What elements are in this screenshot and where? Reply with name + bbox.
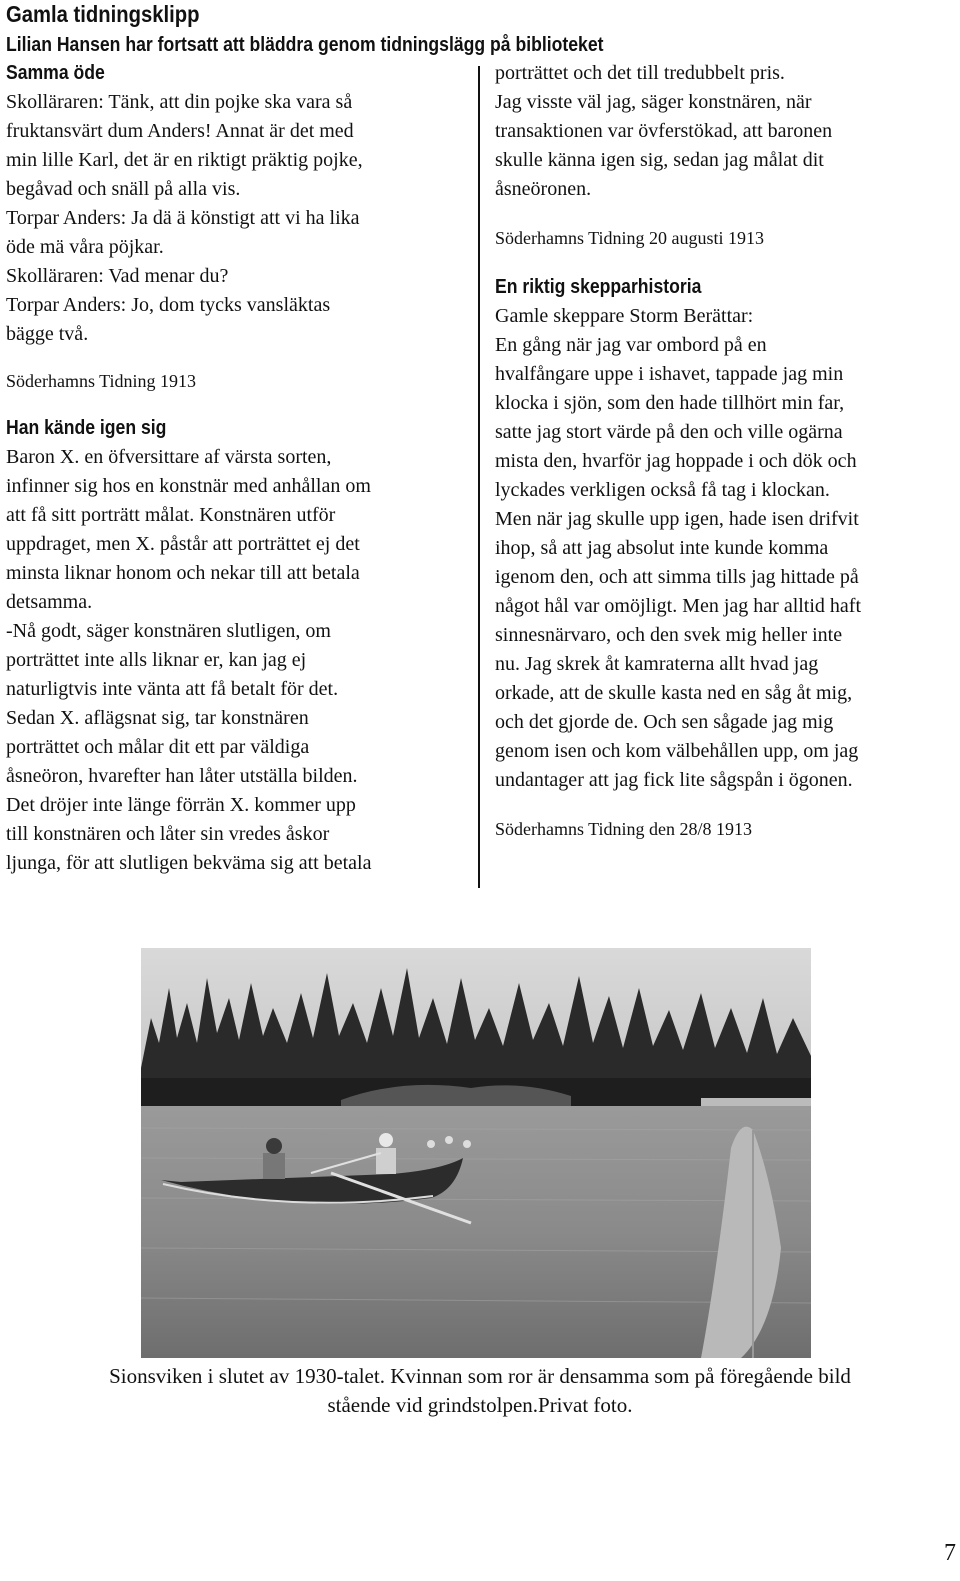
text-line: Gamle skeppare Storm Berättar: [495, 305, 754, 327]
page-title: Gamla tidningsklipp [6, 1, 200, 27]
text-line: infinner sig hos en konstnär med anhållan om [6, 475, 371, 497]
text-line: begåvad och snäll på alla vis. [6, 178, 241, 200]
article-heading-han-kande-igen-sig: Han kände igen sig [6, 417, 167, 439]
article-source: Söderhamns Tidning 1913 [6, 371, 197, 391]
text-line: åsneöronen. [495, 178, 592, 200]
text-line: minsta liknar honom och nekar till att betala [6, 562, 360, 584]
text-line: att få sitt porträtt målat. Konstnären utför [6, 504, 336, 526]
text-line: klocka i sjön, som den hade tillhört min far, [495, 392, 845, 414]
text-line: satte jag stort värde på den och ville ogärna [495, 421, 843, 443]
text-line: undantager att jag fick lite sågspån i ögonen. [495, 769, 853, 791]
text-line: bägge två. [6, 323, 89, 345]
lake-rowboat-photo [141, 948, 811, 1358]
text-line: hvalfångare uppe i ishavet, tappade jag min [495, 363, 844, 385]
page-subtitle: Lilian Hansen har fortsatt att bläddra genom tidningslägg på biblioteket [6, 34, 604, 56]
article-heading-skepparhistoria: En riktig skepparhistoria [495, 276, 702, 298]
text-line: En gång när jag var ombord på en [495, 334, 767, 356]
text-line: fruktansvärt dum Anders! Annat är det med [6, 120, 354, 142]
text-line: transaktionen var övferstökad, att baronen [495, 120, 833, 142]
text-line: något hål var omöjligt. Men jag har alltid haft [495, 595, 862, 617]
article-heading-samma-ode: Samma öde [6, 62, 105, 84]
text-line: Det dröjer inte länge förrän X. kommer upp [6, 794, 356, 816]
text-line: skulle känna igen sig, sedan jag målat dit [495, 149, 824, 171]
text-line: uppdraget, men X. påstår att porträttet ej det [6, 533, 360, 555]
text-line: porträttet och det till tredubbelt pris. [495, 62, 785, 84]
text-line: Torpar Anders: Ja dä ä könstigt att vi ha lika [6, 207, 360, 229]
text-line: öde mä våra pöjkar. [6, 236, 164, 258]
text-line: min lille Karl, det är en riktigt präktig pojke, [6, 149, 363, 171]
text-line: detsamma. [6, 591, 93, 613]
article-source: Söderhamns Tidning den 28/8 1913 [495, 819, 753, 839]
text-line: Skolläraren: Tänk, att din pojke ska vara så [6, 91, 353, 113]
left-column [6, 59, 472, 878]
text-line: porträttet och målar dit ett par väldiga [6, 736, 310, 758]
text-line: genom isen och kom välbehållen upp, om jag [495, 740, 859, 762]
column-divider [478, 66, 480, 888]
photo-caption [0, 1362, 960, 1420]
article-source: Söderhamns Tidning 20 augusti 1913 [495, 228, 765, 248]
text-line: igenom den, och att simma tills jag hittade på [495, 566, 859, 588]
text-line: Baron X. en öfversittare af värsta sorten, [6, 446, 332, 468]
text-line: Sedan X. aflägsnat sig, tar konstnären [6, 707, 309, 729]
text-line: lyckades verkligen också få tag i klockan. [495, 479, 830, 501]
text-line: porträttet inte alls liknar er, kan jag ej [6, 649, 307, 671]
text-line: till konstnären och låter sin vredes åskor [6, 823, 330, 845]
text-line: -Nå godt, säger konstnären slutligen, om [6, 620, 331, 642]
caption-line: stående vid grindstolpen.Privat foto. [327, 1393, 633, 1417]
text-line: Men när jag skulle upp igen, hade isen drifvit [495, 508, 859, 530]
text-line: Jag visste väl jag, säger konstnären, när [495, 91, 812, 113]
text-line: naturligtvis inte vänta att få betalt för det. [6, 678, 339, 700]
text-line: åsneöron, hvarefter han låter utställa bilden. [6, 765, 358, 787]
text-line: sinnesnärvaro, och den svek mig heller inte [495, 624, 843, 646]
caption-line: Sionsviken i slutet av 1930-talet. Kvinnan som ror är densamma som på föregående bild [109, 1364, 851, 1388]
right-column [495, 59, 960, 844]
text-line: ihop, så att jag absolut inte kunde komma [495, 537, 829, 559]
page-number: 7 [944, 1540, 956, 1566]
text-line: orkade, att de skulle kasta ned en såg åt mig, [495, 682, 853, 704]
text-line: Skolläraren: Vad menar du? [6, 265, 229, 287]
text-line: ljunga, för att slutligen bekväma sig att betala [6, 852, 372, 874]
text-line: mista den, hvarför jag hoppade i och dök och [495, 450, 857, 472]
text-line: Torpar Anders: Jo, dom tycks vansläktas [6, 294, 331, 316]
text-line: och det gjorde de. Och sen sågade jag mig [495, 711, 834, 733]
text-line: nu. Jag skrek åt kamraterna allt hvad jag [495, 653, 819, 675]
